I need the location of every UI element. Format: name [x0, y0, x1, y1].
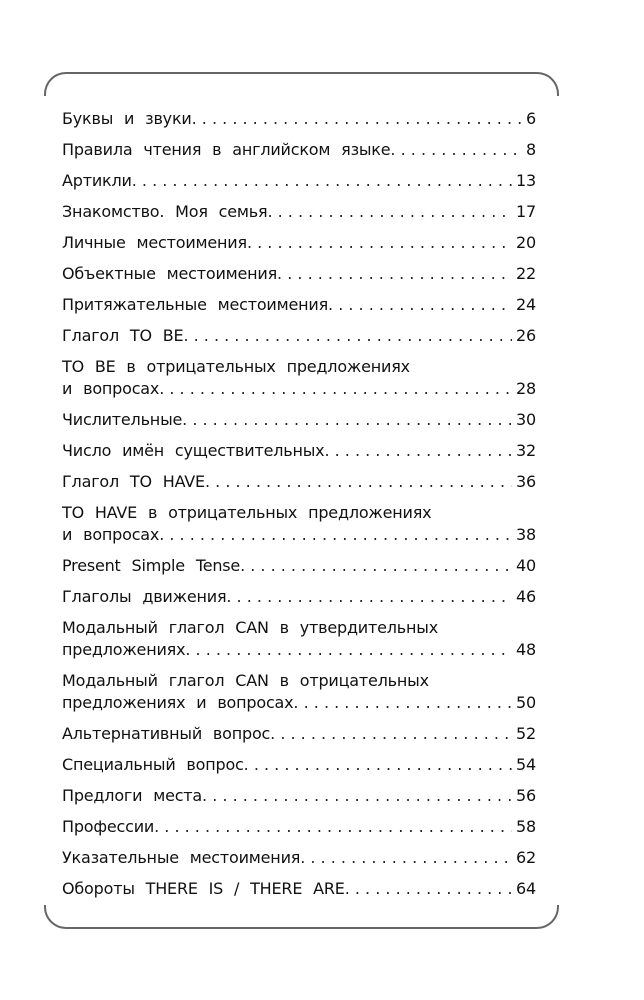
- toc-page-number: 26: [516, 326, 536, 345]
- toc-page-number: 28: [516, 379, 536, 398]
- toc-entry-line: [62, 878, 536, 900]
- toc-entry-line: [62, 670, 536, 692]
- toc-entry-line: [62, 201, 536, 223]
- toc-entry-title: Числительные: [62, 410, 183, 429]
- toc-entry-line: [62, 325, 536, 347]
- toc-entry-title: Обороты THERE IS / THERE ARE: [62, 879, 345, 898]
- toc-entry-line: [62, 785, 536, 807]
- toc-page-number: 62: [516, 848, 536, 867]
- toc-page-number: 6: [526, 109, 536, 128]
- toc-entry[interactable]: [62, 108, 536, 139]
- toc-entry-title: Предлоги места: [62, 786, 203, 805]
- toc-entry-title: Альтернативный вопрос: [62, 724, 271, 743]
- dot-leader: [226, 586, 512, 608]
- dot-leader: [132, 170, 512, 192]
- toc-entry-line: [62, 502, 536, 524]
- toc-page-number: 32: [516, 441, 536, 460]
- toc-entry[interactable]: [62, 723, 536, 754]
- dot-leader: [182, 409, 512, 431]
- toc-entry[interactable]: [62, 325, 536, 356]
- toc-entry[interactable]: [62, 232, 536, 263]
- toc-entry-title: и вопросах: [62, 379, 160, 398]
- toc-entry-line: [62, 692, 536, 714]
- toc-entry-line: [62, 356, 536, 378]
- toc-entry-line: [62, 617, 536, 639]
- dot-leader: [154, 816, 512, 838]
- toc-entry[interactable]: [62, 409, 536, 440]
- toc-entry[interactable]: [62, 201, 536, 232]
- dot-leader: [328, 294, 512, 316]
- dot-leader: [345, 878, 512, 900]
- dot-leader: [390, 139, 522, 161]
- toc-entry-title: Буквы и звуки: [62, 109, 192, 128]
- toc-entry-line: [62, 847, 536, 869]
- toc-page-number: 38: [516, 525, 536, 544]
- toc-page-number: 17: [516, 202, 536, 221]
- toc-entry[interactable]: [62, 294, 536, 325]
- toc-entry[interactable]: [62, 440, 536, 471]
- toc-entry-title: Знакомство. Моя семья: [62, 202, 268, 221]
- toc-entry-line: [62, 263, 536, 285]
- toc-entry[interactable]: [62, 617, 536, 670]
- dot-leader: [267, 201, 512, 223]
- dot-leader: [185, 639, 512, 661]
- toc-page-number: 58: [516, 817, 536, 836]
- toc-entry-title: Модальный глагол CAN в утвердительных: [62, 618, 438, 637]
- toc-entry-line: [62, 524, 536, 546]
- toc-entry[interactable]: [62, 170, 536, 201]
- dot-leader: [277, 263, 512, 285]
- top-bracket-frame: [44, 72, 559, 96]
- dot-leader: [159, 378, 512, 400]
- dot-leader: [247, 232, 512, 254]
- toc-entry-title: Специальный вопрос: [62, 755, 244, 774]
- dot-leader: [159, 524, 512, 546]
- toc-page-number: 30: [516, 410, 536, 429]
- toc-page-number: 24: [516, 295, 536, 314]
- toc-page-number: 20: [516, 233, 536, 252]
- toc-page-number: 52: [516, 724, 536, 743]
- toc-page-number: 40: [516, 556, 536, 575]
- toc-entry-title: Глагол TO HAVE: [62, 472, 205, 491]
- toc-entry-title: Притяжательные местоимения: [62, 295, 329, 314]
- toc-entry-line: [62, 723, 536, 745]
- toc-entry-line: [62, 816, 536, 838]
- dot-leader: [192, 108, 522, 130]
- toc-entry[interactable]: [62, 356, 536, 409]
- toc-entry-line: [62, 754, 536, 776]
- toc-page-number: 46: [516, 587, 536, 606]
- dot-leader: [205, 471, 512, 493]
- toc-page-number: 36: [516, 472, 536, 491]
- toc-entry-title: Глаголы движения: [62, 587, 227, 606]
- toc-entry[interactable]: [62, 555, 536, 586]
- toc-entry-title: предложениях и вопросах: [62, 693, 294, 712]
- toc-page-number: 56: [516, 786, 536, 805]
- toc-entry[interactable]: [62, 586, 536, 617]
- toc-entry-title: Профессии: [62, 817, 155, 836]
- toc-page-number: 64: [516, 879, 536, 898]
- toc-page-number: 54: [516, 755, 536, 774]
- toc-entry[interactable]: [62, 816, 536, 847]
- toc-entry-line: [62, 108, 536, 130]
- toc-page-number: 8: [526, 140, 536, 159]
- toc-page-number: 13: [516, 171, 536, 190]
- toc-entry[interactable]: [62, 670, 536, 723]
- toc-entry-title: TO HAVE в отрицательных предложениях: [62, 503, 432, 522]
- toc-entry-line: [62, 639, 536, 661]
- toc-entry-line: [62, 555, 536, 577]
- bottom-bracket-frame: [44, 905, 559, 929]
- dot-leader: [244, 754, 512, 776]
- toc-entry-title: Модальный глагол CAN в отрицательных: [62, 671, 429, 690]
- toc-entry-line: [62, 232, 536, 254]
- toc-page-number: 48: [516, 640, 536, 659]
- toc-entry-title: TO BE в отрицательных предложениях: [62, 357, 410, 376]
- toc-entry[interactable]: [62, 754, 536, 785]
- toc-entry-title: и вопросах: [62, 525, 160, 544]
- toc-entry-title: Артикли: [62, 171, 132, 190]
- toc-entry-line: [62, 170, 536, 192]
- toc-entry[interactable]: [62, 785, 536, 816]
- toc-entry-title: Число имён существительных: [62, 441, 325, 460]
- toc-entry-title: Правила чтения в английском языке: [62, 140, 391, 159]
- toc-entry-line: [62, 294, 536, 316]
- toc-entry[interactable]: [62, 471, 536, 502]
- toc-page-number: 22: [516, 264, 536, 283]
- toc-entry[interactable]: [62, 847, 536, 878]
- toc-entry-title: предложениях: [62, 640, 186, 659]
- toc-entry-line: [62, 471, 536, 493]
- toc-entry-title: Объектные местоимения: [62, 264, 278, 283]
- toc-entry[interactable]: [62, 139, 536, 170]
- toc-entry-title: Указательные местоимения: [62, 848, 301, 867]
- toc-entry-title: Present Simple Tense: [62, 556, 241, 575]
- toc-entry-line: [62, 586, 536, 608]
- dot-leader: [293, 692, 512, 714]
- toc-entry-line: [62, 409, 536, 431]
- toc-entry-title: Глагол TO BE: [62, 326, 184, 345]
- toc-entry-line: [62, 139, 536, 161]
- toc-entry-line: [62, 378, 536, 400]
- dot-leader: [202, 785, 512, 807]
- table-of-contents: [62, 108, 536, 909]
- toc-entry-title: Личные местоимения: [62, 233, 247, 252]
- dot-leader: [240, 555, 512, 577]
- dot-leader: [183, 325, 512, 347]
- dot-leader: [300, 847, 512, 869]
- dot-leader: [324, 440, 512, 462]
- toc-entry-line: [62, 440, 536, 462]
- toc-page-number: 50: [516, 693, 536, 712]
- dot-leader: [270, 723, 512, 745]
- toc-entry[interactable]: [62, 502, 536, 555]
- toc-entry[interactable]: [62, 263, 536, 294]
